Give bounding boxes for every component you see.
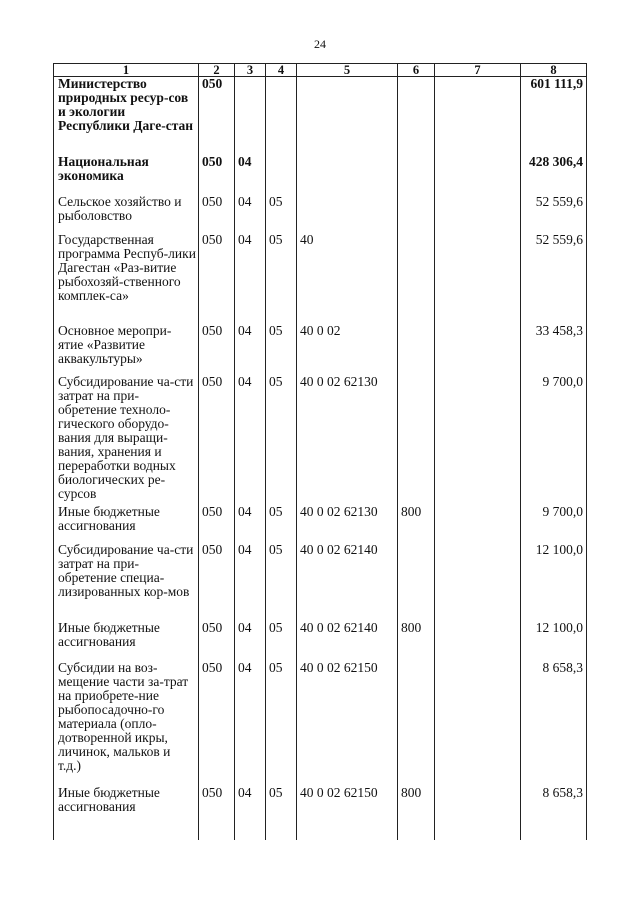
row-col7 (435, 375, 521, 505)
row-section: 04 (235, 155, 266, 195)
table-filler-row (54, 816, 587, 840)
row-admin-code: 050 (199, 661, 235, 786)
row-admin-code: 050 (199, 505, 235, 543)
col-header-4: 4 (266, 64, 297, 77)
row-target-article: 40 0 02 62130 (297, 505, 398, 543)
row-section: 04 (235, 233, 266, 324)
row-subsection (266, 77, 297, 155)
row-expense-type (398, 324, 435, 375)
table-row (54, 155, 587, 195)
row-amount: 601 111,9 (521, 77, 587, 155)
row-col7 (435, 195, 521, 233)
row-subsection: 05 (266, 195, 297, 233)
row-amount: 428 306,4 (521, 155, 587, 195)
empty-cell (521, 816, 587, 840)
row-expense-type (398, 233, 435, 324)
row-name: Сельское хозяйство и рыболовство (54, 195, 199, 233)
row-amount: 9 700,0 (521, 375, 587, 505)
table-row (54, 324, 587, 375)
row-target-article: 40 (297, 233, 398, 324)
empty-cell (266, 816, 297, 840)
row-admin-code: 050 (199, 155, 235, 195)
row-name: Основное меропри-ятие «Развитие аквакультуры» (54, 324, 199, 375)
row-col7 (435, 505, 521, 543)
row-admin-code: 050 (199, 375, 235, 505)
row-amount: 52 559,6 (521, 195, 587, 233)
row-name: Иные бюджетные ассигнования (54, 786, 199, 816)
row-expense-type (398, 543, 435, 621)
row-col7 (435, 661, 521, 786)
col-header-8: 8 (521, 64, 587, 77)
table-row (54, 505, 587, 543)
row-section (235, 77, 266, 155)
row-amount: 12 100,0 (521, 621, 587, 661)
row-name: Субсидирование ча-сти затрат на при-обретение специа-лизированных кор-мов (54, 543, 199, 621)
col-header-2: 2 (199, 64, 235, 77)
table-row (54, 543, 587, 621)
row-target-article (297, 77, 398, 155)
table-row (54, 375, 587, 505)
row-name: Субсидии на воз-мещение части за-трат на приобрете-ние рыбопосадочно-го материала (опло-дотворенной икры, личинок, мальков и т.д.) (54, 661, 199, 786)
row-target-article: 40 0 02 62150 (297, 786, 398, 816)
row-admin-code: 050 (199, 233, 235, 324)
row-section: 04 (235, 661, 266, 786)
row-expense-type (398, 661, 435, 786)
row-subsection: 05 (266, 543, 297, 621)
row-subsection: 05 (266, 505, 297, 543)
row-target-article: 40 0 02 62150 (297, 661, 398, 786)
empty-cell (398, 816, 435, 840)
row-col7 (435, 621, 521, 661)
empty-cell (199, 816, 235, 840)
row-name: Национальная экономика (54, 155, 199, 195)
row-expense-type (398, 195, 435, 233)
budget-table (53, 63, 587, 840)
row-expense-type: 800 (398, 505, 435, 543)
row-admin-code: 050 (199, 786, 235, 816)
table-row (54, 621, 587, 661)
row-admin-code: 050 (199, 77, 235, 155)
row-target-article (297, 155, 398, 195)
table-row (54, 661, 587, 786)
row-col7 (435, 155, 521, 195)
row-subsection: 05 (266, 375, 297, 505)
row-target-article: 40 0 02 62140 (297, 621, 398, 661)
row-col7 (435, 77, 521, 155)
row-admin-code: 050 (199, 324, 235, 375)
empty-cell (297, 816, 398, 840)
row-admin-code: 050 (199, 543, 235, 621)
col-header-1: 1 (54, 64, 199, 77)
row-target-article (297, 195, 398, 233)
row-target-article: 40 0 02 62140 (297, 543, 398, 621)
row-subsection: 05 (266, 324, 297, 375)
row-amount: 33 458,3 (521, 324, 587, 375)
row-subsection: 05 (266, 233, 297, 324)
row-expense-type (398, 375, 435, 505)
row-section: 04 (235, 375, 266, 505)
row-name: Иные бюджетные ассигнования (54, 505, 199, 543)
row-expense-type: 800 (398, 621, 435, 661)
row-col7 (435, 543, 521, 621)
row-name: Государственная программа Респуб-лики Дагестан «Раз-витие рыбохозяй-ственного комплек-са» (54, 233, 199, 324)
row-expense-type (398, 77, 435, 155)
table-row (54, 195, 587, 233)
header-row (54, 64, 587, 77)
empty-cell (435, 816, 521, 840)
row-section: 04 (235, 543, 266, 621)
table-body (54, 77, 587, 840)
row-col7 (435, 324, 521, 375)
col-header-6: 6 (398, 64, 435, 77)
row-section: 04 (235, 195, 266, 233)
row-section: 04 (235, 786, 266, 816)
row-subsection: 05 (266, 786, 297, 816)
row-amount: 12 100,0 (521, 543, 587, 621)
table-row (54, 786, 587, 816)
row-amount: 8 658,3 (521, 661, 587, 786)
row-target-article: 40 0 02 62130 (297, 375, 398, 505)
empty-cell (235, 816, 266, 840)
row-section: 04 (235, 324, 266, 375)
empty-cell (54, 816, 199, 840)
row-col7 (435, 233, 521, 324)
row-expense-type: 800 (398, 786, 435, 816)
col-header-7: 7 (435, 64, 521, 77)
row-amount: 9 700,0 (521, 505, 587, 543)
row-name: Министерство природных ресур-сов и экологии Республики Даге-стан (54, 77, 199, 155)
row-col7 (435, 786, 521, 816)
row-amount: 52 559,6 (521, 233, 587, 324)
page-number: 24 (314, 37, 326, 51)
row-admin-code: 050 (199, 621, 235, 661)
row-subsection: 05 (266, 661, 297, 786)
col-header-3: 3 (235, 64, 266, 77)
row-name: Иные бюджетные ассигнования (54, 621, 199, 661)
col-header-5: 5 (297, 64, 398, 77)
row-target-article: 40 0 02 (297, 324, 398, 375)
row-amount: 8 658,3 (521, 786, 587, 816)
row-subsection: 05 (266, 621, 297, 661)
row-expense-type (398, 155, 435, 195)
row-section: 04 (235, 505, 266, 543)
table-row (54, 77, 587, 155)
row-section: 04 (235, 621, 266, 661)
row-admin-code: 050 (199, 195, 235, 233)
row-subsection (266, 155, 297, 195)
row-name: Субсидирование ча-сти затрат на при-обретение техноло-гического оборудо-вания для выращи-вания, хранения и переработки водных биологических ре-сурсов (54, 375, 199, 505)
table-row (54, 233, 587, 324)
